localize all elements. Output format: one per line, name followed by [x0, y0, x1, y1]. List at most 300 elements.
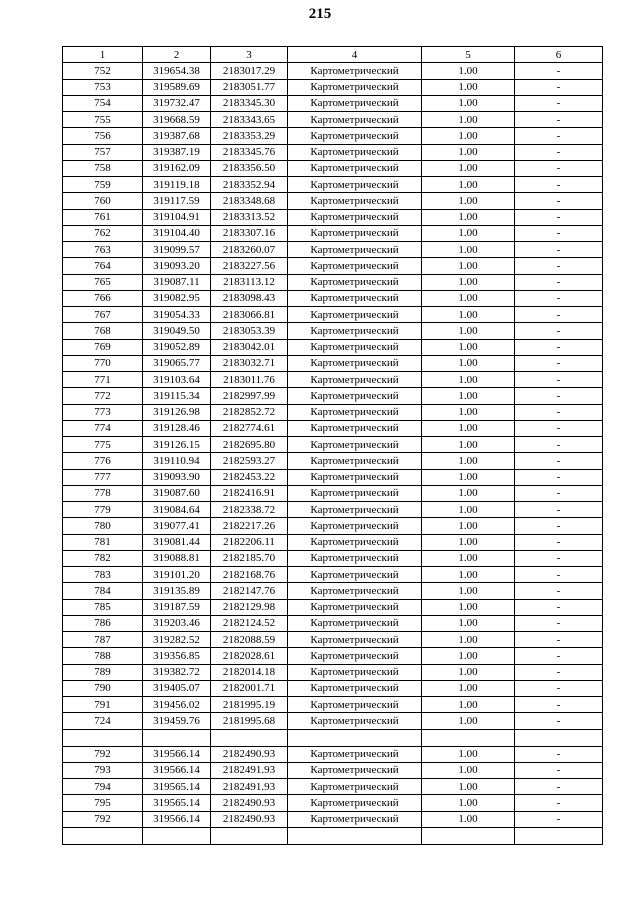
table-cell: Картометрический — [288, 95, 422, 111]
table-cell: 2182416.91 — [211, 485, 288, 501]
table-cell: 1.00 — [422, 128, 515, 144]
table-cell: 756 — [63, 128, 143, 144]
table-cell: Картометрический — [288, 713, 422, 729]
table-cell: 319117.59 — [143, 193, 211, 209]
table-cell: 1.00 — [422, 79, 515, 95]
table-cell: Картометрический — [288, 437, 422, 453]
table-cell: 319282.52 — [143, 632, 211, 648]
table-cell: Картометрический — [288, 339, 422, 355]
table-cell: 1.00 — [422, 502, 515, 518]
blank-row — [63, 827, 603, 844]
table-cell: 2182124.52 — [211, 615, 288, 631]
blank-row — [63, 729, 603, 746]
table-row — [63, 762, 603, 778]
table-cell: 319093.20 — [143, 258, 211, 274]
table-cell: - — [515, 648, 603, 664]
empty-cell — [515, 729, 603, 746]
table-cell: 795 — [63, 795, 143, 811]
table-cell: - — [515, 680, 603, 696]
table-row — [63, 518, 603, 534]
table-row — [63, 599, 603, 615]
table-row — [63, 648, 603, 664]
table-cell: 764 — [63, 258, 143, 274]
table-cell: Картометрический — [288, 567, 422, 583]
table-cell: 793 — [63, 762, 143, 778]
table-cell: 319162.09 — [143, 160, 211, 176]
table-cell: 1.00 — [422, 779, 515, 795]
table-cell: Картометрический — [288, 632, 422, 648]
table-row — [63, 420, 603, 436]
table-cell: 1.00 — [422, 795, 515, 811]
table-cell: Картометрический — [288, 518, 422, 534]
table-cell: - — [515, 323, 603, 339]
table-cell: 753 — [63, 79, 143, 95]
table-cell: 2183042.01 — [211, 339, 288, 355]
table-row — [63, 534, 603, 550]
table-cell: 1.00 — [422, 697, 515, 713]
table-cell: 319589.69 — [143, 79, 211, 95]
table-row — [63, 355, 603, 371]
table-cell: 1.00 — [422, 112, 515, 128]
table-cell: 770 — [63, 355, 143, 371]
table-cell: 724 — [63, 713, 143, 729]
empty-cell — [143, 729, 211, 746]
table-cell: 319128.46 — [143, 420, 211, 436]
table-cell: 2183227.56 — [211, 258, 288, 274]
table-cell: 2182001.71 — [211, 680, 288, 696]
table-cell: 2183051.77 — [211, 79, 288, 95]
table-cell: - — [515, 144, 603, 160]
table-cell: 1.00 — [422, 372, 515, 388]
table-cell: 2183356.50 — [211, 160, 288, 176]
table-row — [63, 225, 603, 241]
table-cell: 1.00 — [422, 144, 515, 160]
header-row — [63, 47, 603, 63]
table-cell: 776 — [63, 453, 143, 469]
table-cell: 2182088.59 — [211, 632, 288, 648]
table-cell: 752 — [63, 63, 143, 79]
table-cell: 319405.07 — [143, 680, 211, 696]
table-cell: 319565.14 — [143, 795, 211, 811]
table-row — [63, 307, 603, 323]
table-cell: - — [515, 242, 603, 258]
empty-cell — [515, 827, 603, 844]
page-number: 215 — [308, 6, 332, 22]
table-row — [63, 680, 603, 696]
table-cell: 2182185.70 — [211, 550, 288, 566]
table-cell: 319126.15 — [143, 437, 211, 453]
header-cell: 1 — [63, 47, 143, 63]
table-cell: - — [515, 95, 603, 111]
table-row — [63, 339, 603, 355]
table-cell: 2183348.68 — [211, 193, 288, 209]
coordinates-table — [62, 46, 603, 845]
table-row — [63, 290, 603, 306]
table-row — [63, 469, 603, 485]
table-cell: 2182147.76 — [211, 583, 288, 599]
table-row — [63, 404, 603, 420]
table-cell: Картометрический — [288, 209, 422, 225]
table-cell: Картометрический — [288, 79, 422, 95]
table-row — [63, 779, 603, 795]
header-cell: 6 — [515, 47, 603, 63]
table-cell: - — [515, 697, 603, 713]
table-cell: 319084.64 — [143, 502, 211, 518]
table-row — [63, 160, 603, 176]
table-cell: 1.00 — [422, 680, 515, 696]
table-cell: 787 — [63, 632, 143, 648]
table-cell: 319119.18 — [143, 177, 211, 193]
table-cell: 773 — [63, 404, 143, 420]
table-cell: 2182491.93 — [211, 762, 288, 778]
table-row — [63, 79, 603, 95]
table-cell: 1.00 — [422, 599, 515, 615]
table-row — [63, 177, 603, 193]
table-cell: Картометрический — [288, 648, 422, 664]
table-header — [63, 47, 603, 63]
table-cell: - — [515, 112, 603, 128]
table-row — [63, 144, 603, 160]
table-cell: 2182168.76 — [211, 567, 288, 583]
table-cell: 791 — [63, 697, 143, 713]
table-cell: 1.00 — [422, 485, 515, 501]
table-cell: 1.00 — [422, 63, 515, 79]
table-cell: 319110.94 — [143, 453, 211, 469]
table-cell: 319732.47 — [143, 95, 211, 111]
table-row — [63, 63, 603, 79]
table-row — [63, 112, 603, 128]
empty-cell — [211, 827, 288, 844]
table-cell: 763 — [63, 242, 143, 258]
table-cell: 2182997.99 — [211, 388, 288, 404]
table-cell: Картометрический — [288, 534, 422, 550]
table-cell: 319203.46 — [143, 615, 211, 631]
table-cell: 2182490.93 — [211, 795, 288, 811]
table-cell: 1.00 — [422, 567, 515, 583]
table-row — [63, 615, 603, 631]
table-cell: 784 — [63, 583, 143, 599]
table-cell: 1.00 — [422, 518, 515, 534]
table-cell: - — [515, 762, 603, 778]
table-cell: 1.00 — [422, 95, 515, 111]
table-cell: 319387.19 — [143, 144, 211, 160]
table-cell: 2181995.68 — [211, 713, 288, 729]
table-cell: - — [515, 567, 603, 583]
table-row — [63, 128, 603, 144]
table-cell: 2182593.27 — [211, 453, 288, 469]
table-cell: 319456.02 — [143, 697, 211, 713]
table-cell: 2182206.11 — [211, 534, 288, 550]
table-cell: 319115.34 — [143, 388, 211, 404]
table-cell: 2183313.52 — [211, 209, 288, 225]
table-cell: 319093.90 — [143, 469, 211, 485]
table-cell: 319668.59 — [143, 112, 211, 128]
table-row — [63, 372, 603, 388]
empty-cell — [288, 729, 422, 746]
table-cell: 1.00 — [422, 664, 515, 680]
table-cell: 2183345.76 — [211, 144, 288, 160]
table-cell: 2183098.43 — [211, 290, 288, 306]
table-row — [63, 697, 603, 713]
table-cell: Картометрический — [288, 583, 422, 599]
table-cell: 2183307.16 — [211, 225, 288, 241]
table-cell: Картометрический — [288, 746, 422, 762]
table-cell: 2181995.19 — [211, 697, 288, 713]
table-row — [63, 242, 603, 258]
table-cell: 789 — [63, 664, 143, 680]
table-cell: 319082.95 — [143, 290, 211, 306]
table-cell: 1.00 — [422, 713, 515, 729]
table-cell: 780 — [63, 518, 143, 534]
table-cell: 2183345.30 — [211, 95, 288, 111]
table-row — [63, 193, 603, 209]
table-cell: 319088.81 — [143, 550, 211, 566]
table-cell: - — [515, 160, 603, 176]
table-cell: 759 — [63, 177, 143, 193]
table-cell: 1.00 — [422, 258, 515, 274]
table-cell: 2182491.93 — [211, 779, 288, 795]
table-cell: Картометрический — [288, 599, 422, 615]
table-cell: 2183353.29 — [211, 128, 288, 144]
table-cell: Картометрический — [288, 307, 422, 323]
table-cell: 1.00 — [422, 177, 515, 193]
table-cell: 319049.50 — [143, 323, 211, 339]
table-cell: - — [515, 355, 603, 371]
table-cell: 319135.89 — [143, 583, 211, 599]
table-cell: Картометрический — [288, 193, 422, 209]
table-cell: 319099.57 — [143, 242, 211, 258]
table-cell: 2183352.94 — [211, 177, 288, 193]
table-cell: Картометрический — [288, 242, 422, 258]
table-cell: 1.00 — [422, 388, 515, 404]
table-cell: - — [515, 274, 603, 290]
header-cell: 2 — [143, 47, 211, 63]
table-cell: 2182453.22 — [211, 469, 288, 485]
table-cell: 319566.14 — [143, 811, 211, 827]
table-cell: 2182014.18 — [211, 664, 288, 680]
table-cell: Картометрический — [288, 664, 422, 680]
table-row — [63, 811, 603, 827]
table-cell: Картометрический — [288, 469, 422, 485]
table-cell: 2183053.39 — [211, 323, 288, 339]
table-cell: 1.00 — [422, 307, 515, 323]
table-body — [63, 63, 603, 845]
table-cell: 319459.76 — [143, 713, 211, 729]
table-cell: - — [515, 779, 603, 795]
empty-cell — [422, 729, 515, 746]
table-cell: 777 — [63, 469, 143, 485]
table-cell: - — [515, 290, 603, 306]
table-cell: 319566.14 — [143, 762, 211, 778]
table-cell: Картометрический — [288, 177, 422, 193]
table-cell: - — [515, 746, 603, 762]
table-cell: Картометрический — [288, 355, 422, 371]
table-cell: 766 — [63, 290, 143, 306]
table-cell: Картометрический — [288, 258, 422, 274]
table-cell: 762 — [63, 225, 143, 241]
table-cell: 772 — [63, 388, 143, 404]
table-cell: Картометрический — [288, 404, 422, 420]
table-cell: - — [515, 437, 603, 453]
table-cell: - — [515, 599, 603, 615]
table-cell: 1.00 — [422, 420, 515, 436]
table-cell: 1.00 — [422, 615, 515, 631]
table-cell: - — [515, 485, 603, 501]
table-cell: - — [515, 518, 603, 534]
table-cell: Картометрический — [288, 420, 422, 436]
table-cell: Картометрический — [288, 372, 422, 388]
table-cell: - — [515, 811, 603, 827]
table-cell: - — [515, 225, 603, 241]
table-cell: 1.00 — [422, 160, 515, 176]
table-cell: 1.00 — [422, 648, 515, 664]
table-cell: - — [515, 372, 603, 388]
table-cell: 2182852.72 — [211, 404, 288, 420]
table-cell: 2183011.76 — [211, 372, 288, 388]
table-cell: 792 — [63, 811, 143, 827]
table-cell: 758 — [63, 160, 143, 176]
table-cell: Картометрический — [288, 144, 422, 160]
table-cell: 754 — [63, 95, 143, 111]
table-cell: 1.00 — [422, 355, 515, 371]
table-cell: Картометрический — [288, 112, 422, 128]
table-cell: 319104.91 — [143, 209, 211, 225]
table-cell: 755 — [63, 112, 143, 128]
table-cell: 2183032.71 — [211, 355, 288, 371]
empty-cell — [211, 729, 288, 746]
table-cell: 767 — [63, 307, 143, 323]
table-cell: 2183066.81 — [211, 307, 288, 323]
table-cell: - — [515, 258, 603, 274]
table-cell: Картометрический — [288, 779, 422, 795]
table-cell: 1.00 — [422, 762, 515, 778]
table-cell: 778 — [63, 485, 143, 501]
table-row — [63, 453, 603, 469]
table-cell: 2183260.07 — [211, 242, 288, 258]
table-row — [63, 95, 603, 111]
table-cell: 2183113.12 — [211, 274, 288, 290]
table-cell: 783 — [63, 567, 143, 583]
table-cell: - — [515, 469, 603, 485]
table-cell: 1.00 — [422, 323, 515, 339]
table-cell: 1.00 — [422, 437, 515, 453]
table-cell: 319081.44 — [143, 534, 211, 550]
table-cell: Картометрический — [288, 550, 422, 566]
table-cell: 768 — [63, 323, 143, 339]
table-cell: Картометрический — [288, 128, 422, 144]
table-cell: 2182774.61 — [211, 420, 288, 436]
empty-cell — [288, 827, 422, 844]
table-cell: Картометрический — [288, 225, 422, 241]
table-cell: 1.00 — [422, 746, 515, 762]
table-row — [63, 664, 603, 680]
table-cell: - — [515, 453, 603, 469]
table-row — [63, 550, 603, 566]
table-cell: Картометрический — [288, 762, 422, 778]
table-cell: Картометрический — [288, 274, 422, 290]
table-cell: Картометрический — [288, 160, 422, 176]
table-cell: 771 — [63, 372, 143, 388]
table-cell: Картометрический — [288, 502, 422, 518]
table-cell: 319126.98 — [143, 404, 211, 420]
table-cell: 319087.60 — [143, 485, 211, 501]
table-cell: 319054.33 — [143, 307, 211, 323]
table-cell: 2182338.72 — [211, 502, 288, 518]
table-cell: 319052.89 — [143, 339, 211, 355]
table-cell: - — [515, 502, 603, 518]
empty-cell — [422, 827, 515, 844]
table-cell: 2182490.93 — [211, 746, 288, 762]
table-cell: - — [515, 388, 603, 404]
table-cell: 782 — [63, 550, 143, 566]
table-cell: 2182217.26 — [211, 518, 288, 534]
table-cell: Картометрический — [288, 795, 422, 811]
table-cell: 757 — [63, 144, 143, 160]
table-cell: 1.00 — [422, 193, 515, 209]
table-cell: - — [515, 128, 603, 144]
table-cell: - — [515, 63, 603, 79]
table-cell: 2182028.61 — [211, 648, 288, 664]
table-cell: 319101.20 — [143, 567, 211, 583]
table-cell: 319103.64 — [143, 372, 211, 388]
table-cell: 319187.59 — [143, 599, 211, 615]
table-cell: 319356.85 — [143, 648, 211, 664]
table-cell: 765 — [63, 274, 143, 290]
header-cell: 4 — [288, 47, 422, 63]
table-row — [63, 485, 603, 501]
table-cell: 1.00 — [422, 404, 515, 420]
table-cell: - — [515, 550, 603, 566]
table-row — [63, 388, 603, 404]
empty-cell — [143, 827, 211, 844]
table-cell: Картометрический — [288, 290, 422, 306]
table-cell: - — [515, 177, 603, 193]
table-row — [63, 713, 603, 729]
table-row — [63, 632, 603, 648]
table-row — [63, 567, 603, 583]
table-cell: 319087.11 — [143, 274, 211, 290]
table-cell: Картометрический — [288, 323, 422, 339]
table-row — [63, 583, 603, 599]
table-cell: 774 — [63, 420, 143, 436]
table-cell: 779 — [63, 502, 143, 518]
table-cell: Картометрический — [288, 453, 422, 469]
table-cell: 319565.14 — [143, 779, 211, 795]
table-cell: 1.00 — [422, 550, 515, 566]
empty-cell — [63, 827, 143, 844]
table-cell: - — [515, 209, 603, 225]
table-cell: Картометрический — [288, 615, 422, 631]
table-cell: - — [515, 632, 603, 648]
table-row — [63, 323, 603, 339]
table-cell: 775 — [63, 437, 143, 453]
table-cell: 1.00 — [422, 274, 515, 290]
table-cell: 1.00 — [422, 469, 515, 485]
table-cell: - — [515, 795, 603, 811]
table-cell: 1.00 — [422, 583, 515, 599]
table-cell: 2183017.29 — [211, 63, 288, 79]
table-cell: 769 — [63, 339, 143, 355]
table-cell: - — [515, 583, 603, 599]
table-cell: 790 — [63, 680, 143, 696]
table-cell: 1.00 — [422, 242, 515, 258]
table-cell: - — [515, 664, 603, 680]
table-cell: - — [515, 193, 603, 209]
table-cell: - — [515, 339, 603, 355]
table-cell: - — [515, 534, 603, 550]
table-cell: 1.00 — [422, 209, 515, 225]
table-cell: Картометрический — [288, 388, 422, 404]
